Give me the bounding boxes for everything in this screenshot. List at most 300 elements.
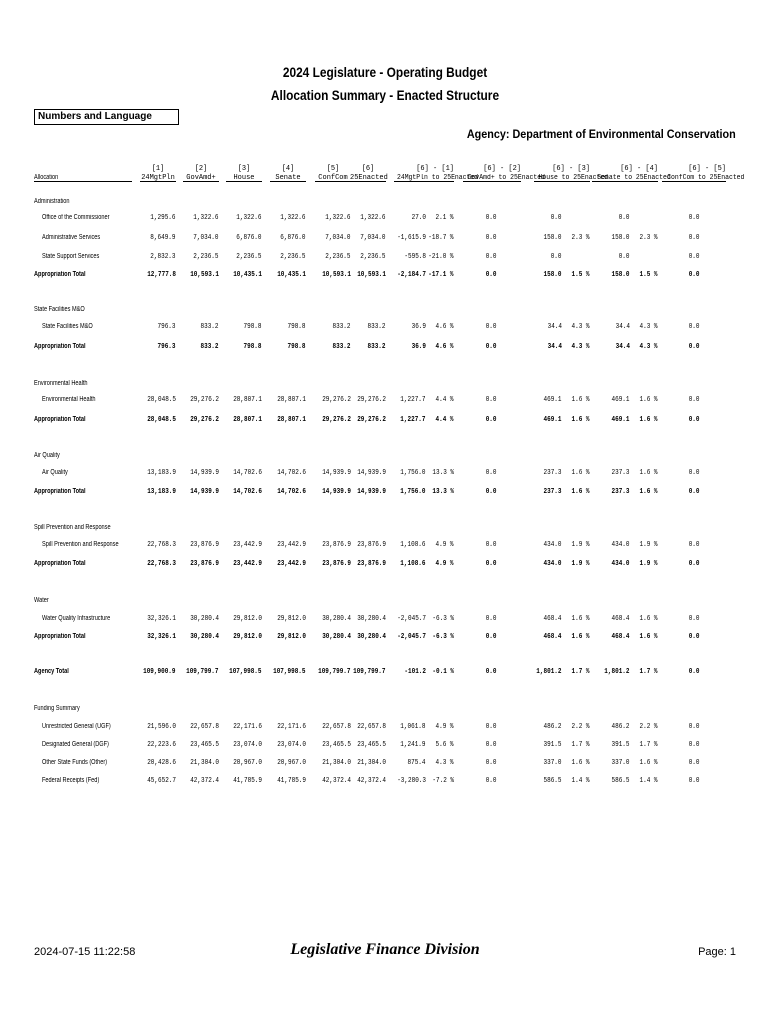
value-cell: 41,785.9	[233, 777, 262, 785]
diff-cell: 391.5	[611, 741, 630, 749]
value-cell: 10,593.1	[322, 271, 351, 279]
diff-cell: 0.0	[689, 323, 700, 331]
diff-cell: 0.0	[486, 777, 497, 785]
value-cell: 28,807.1	[233, 396, 262, 404]
percent-cell: 2.2 %	[571, 723, 590, 731]
diff-cell: 0.0	[689, 396, 700, 404]
diff-cell: -101.2	[404, 668, 426, 676]
diff-cell: 0.0	[689, 234, 700, 242]
row-label: Appropriation Total	[34, 488, 86, 495]
value-cell: 21,304.0	[190, 759, 219, 767]
value-cell: 833.2	[332, 323, 351, 331]
percent-cell: 4.3 %	[639, 323, 658, 331]
percent-cell: 1.6 %	[639, 416, 658, 424]
value-cell: 833.2	[200, 343, 219, 351]
percent-cell: 1.9 %	[639, 541, 658, 549]
percent-cell: 4.3 %	[571, 323, 590, 331]
diff-cell: 434.0	[611, 541, 630, 549]
row-label: Air Quality	[42, 469, 68, 476]
row-label: Appropriation Total	[34, 271, 86, 278]
diff-cell: 158.0	[543, 234, 562, 242]
value-cell: 10,593.1	[190, 271, 219, 279]
value-cell: 30,280.4	[322, 615, 351, 623]
percent-cell: 2.1 %	[435, 214, 454, 222]
value-cell: 30,280.4	[357, 615, 386, 623]
diff-cell: 0.0	[689, 777, 700, 785]
diff-cell: 0.0	[551, 214, 562, 222]
diff-cell: 0.0	[689, 343, 700, 351]
value-cell: 833.2	[200, 323, 219, 331]
value-cell: 23,876.9	[190, 541, 219, 549]
percent-cell: 1.6 %	[571, 633, 590, 641]
diff-cell: -3,280.3	[397, 777, 426, 785]
diff-cell: 0.0	[486, 668, 497, 676]
diff-cell: 36.9	[411, 323, 426, 331]
value-cell: 22,657.8	[357, 723, 386, 731]
header-col1-name: 24MgtPln	[141, 174, 175, 182]
diff-cell: 0.0	[486, 759, 497, 767]
diff-cell: 469.1	[543, 396, 562, 404]
value-cell: 32,326.1	[147, 615, 176, 623]
header-col3-name: House	[233, 174, 255, 182]
row-label: Spill Prevention and Response	[34, 524, 111, 531]
diff-cell: 875.4	[407, 759, 426, 767]
diff-cell: 469.1	[543, 416, 562, 424]
diff-cell: 1,241.9	[400, 741, 426, 749]
value-cell: 29,276.2	[322, 416, 351, 424]
diff-cell: 486.2	[611, 723, 630, 731]
row-label: Appropriation Total	[34, 416, 86, 423]
diff-cell: 158.0	[611, 234, 630, 242]
value-cell: 23,876.9	[322, 560, 351, 568]
diff-cell: 0.0	[486, 416, 497, 424]
value-cell: 1,322.6	[193, 214, 219, 222]
value-cell: 14,939.9	[190, 469, 219, 477]
header-underline	[463, 181, 521, 182]
value-cell: 23,876.9	[190, 560, 219, 568]
percent-cell: 1.5 %	[571, 271, 590, 279]
row-label: Office of the Commissioner	[42, 214, 110, 221]
diff-cell: 468.4	[611, 615, 630, 623]
percent-cell: 13.3 %	[432, 488, 454, 496]
value-cell: 42,372.4	[190, 777, 219, 785]
value-cell: 29,276.2	[190, 416, 219, 424]
value-cell: 14,939.9	[357, 469, 386, 477]
value-cell: 2,236.5	[325, 253, 351, 261]
diff-cell: 1,227.7	[400, 416, 426, 424]
percent-cell: 1.6 %	[639, 469, 658, 477]
row-label: Appropriation Total	[34, 343, 86, 350]
diff-cell: 237.3	[611, 488, 630, 496]
diff-cell: 337.0	[543, 759, 562, 767]
diff-cell: 0.0	[689, 560, 700, 568]
value-cell: 7,034.0	[325, 234, 351, 242]
percent-cell: -6.3 %	[432, 633, 454, 641]
value-cell: 14,939.9	[357, 488, 386, 496]
diff-cell: 0.0	[689, 214, 700, 222]
value-cell: 29,812.0	[233, 633, 262, 641]
diff-cell: 0.0	[486, 253, 497, 261]
value-cell: 20,428.6	[147, 759, 176, 767]
header-col2-index: [2]	[194, 165, 208, 173]
value-cell: 42,372.4	[322, 777, 351, 785]
header-underline	[183, 181, 219, 182]
percent-cell: 1.6 %	[639, 396, 658, 404]
diff-cell: 237.3	[543, 488, 562, 496]
header-diff4-name: Senate to 25Enacted	[597, 174, 671, 182]
diff-cell: 158.0	[611, 271, 630, 279]
value-cell: 13,183.9	[147, 488, 176, 496]
diff-cell: 0.0	[619, 214, 630, 222]
diff-cell: 0.0	[486, 271, 497, 279]
diff-cell: 36.9	[411, 343, 426, 351]
header-allocation: Allocation	[34, 174, 59, 181]
row-label: State Support Services	[42, 253, 100, 260]
percent-cell: 4.9 %	[435, 541, 454, 549]
percent-cell: 13.3 %	[432, 469, 454, 477]
diff-cell: 34.4	[615, 323, 630, 331]
header-col3-index: [3]	[237, 165, 251, 173]
header-underline	[315, 181, 351, 182]
value-cell: 23,465.5	[357, 741, 386, 749]
value-cell: 22,171.6	[277, 723, 306, 731]
header-underline	[270, 181, 306, 182]
value-cell: 32,326.1	[147, 633, 176, 641]
percent-cell: 4.9 %	[435, 723, 454, 731]
value-cell: 796.3	[157, 343, 176, 351]
diff-cell: 0.0	[486, 234, 497, 242]
diff-cell: 0.0	[689, 633, 700, 641]
value-cell: 833.2	[332, 343, 351, 351]
value-cell: 1,322.6	[360, 214, 386, 222]
diff-cell: 0.0	[486, 615, 497, 623]
value-cell: 30,280.4	[322, 633, 351, 641]
value-cell: 23,876.9	[357, 541, 386, 549]
footer-division-signature: Legislative Finance Division	[290, 941, 480, 958]
percent-cell: 5.6 %	[435, 741, 454, 749]
diff-cell: -595.8	[404, 253, 426, 261]
diff-cell: 0.0	[689, 668, 700, 676]
percent-cell: -21.0 %	[428, 253, 454, 261]
row-label: Other State Funds (Other)	[42, 759, 108, 766]
diff-cell: 469.1	[611, 396, 630, 404]
percent-cell: 4.6 %	[435, 323, 454, 331]
header-underline	[394, 181, 454, 182]
diff-cell: 0.0	[551, 253, 562, 261]
percent-cell: 4.4 %	[435, 416, 454, 424]
value-cell: 10,435.1	[277, 271, 306, 279]
header-diff1-name: 24MgtPln to 25Enacted	[396, 174, 479, 182]
diff-cell: 1,108.6	[400, 560, 426, 568]
value-cell: 23,876.9	[322, 541, 351, 549]
value-cell: 22,171.6	[233, 723, 262, 731]
percent-cell: -18.7 %	[428, 234, 454, 242]
percent-cell: -17.1 %	[428, 271, 454, 279]
value-cell: 22,657.8	[322, 723, 351, 731]
header-diff2-index: [6] - [2]	[483, 165, 521, 173]
diff-cell: 1,061.8	[400, 723, 426, 731]
value-cell: 20,967.0	[233, 759, 262, 767]
row-label: Environmental Health	[42, 396, 96, 403]
diff-cell: 237.3	[611, 469, 630, 477]
diff-cell: 337.0	[611, 759, 630, 767]
value-cell: 1,322.6	[280, 214, 306, 222]
percent-cell: -7.2 %	[432, 777, 454, 785]
diff-cell: 486.2	[543, 723, 562, 731]
footer-timestamp: 2024-07-15 11:22:58	[34, 946, 136, 958]
report-subtitle: Allocation Summary - Enacted Structure	[270, 87, 500, 103]
value-cell: 29,276.2	[322, 396, 351, 404]
row-label: Designated General (DGF)	[42, 741, 109, 748]
header-diff2-name: GovAmd+ to 25Enacted	[467, 174, 545, 182]
value-cell: 109,900.9	[143, 668, 176, 676]
row-label: Water	[34, 597, 49, 604]
value-cell: 1,295.6	[150, 214, 176, 222]
percent-cell: 1.7 %	[639, 741, 658, 749]
value-cell: 107,998.5	[273, 668, 306, 676]
value-cell: 23,074.0	[277, 741, 306, 749]
value-cell: 22,657.8	[190, 723, 219, 731]
row-label: Spill Prevention and Response	[42, 541, 119, 548]
value-cell: 22,223.6	[147, 741, 176, 749]
header-col5-index: [5]	[326, 165, 340, 173]
value-cell: 10,435.1	[233, 271, 262, 279]
diff-cell: 0.0	[486, 214, 497, 222]
diff-cell: 469.1	[611, 416, 630, 424]
percent-cell: -0.1 %	[432, 668, 454, 676]
value-cell: 23,074.0	[233, 741, 262, 749]
value-cell: 109,799.7	[353, 668, 386, 676]
value-cell: 14,702.6	[233, 488, 262, 496]
percent-cell: 1.5 %	[639, 271, 658, 279]
value-cell: 29,276.2	[357, 416, 386, 424]
row-label: Federal Receipts (Fed)	[42, 777, 100, 784]
header-underline	[34, 181, 132, 182]
percent-cell: 4.3 %	[639, 343, 658, 351]
diff-cell: 34.4	[615, 343, 630, 351]
value-cell: 23,465.5	[322, 741, 351, 749]
value-cell: 109,799.7	[186, 668, 219, 676]
value-cell: 23,442.9	[277, 541, 306, 549]
diff-cell: 0.0	[486, 633, 497, 641]
value-cell: 2,236.5	[193, 253, 219, 261]
percent-cell: 1.7 %	[571, 741, 590, 749]
header-underline	[534, 181, 590, 182]
diff-cell: 468.4	[543, 633, 562, 641]
value-cell: 29,812.0	[233, 615, 262, 623]
row-label: State Facilities M&O	[34, 306, 85, 313]
value-cell: 798.8	[243, 323, 262, 331]
value-cell: 13,183.9	[147, 469, 176, 477]
diff-cell: 434.0	[543, 560, 562, 568]
diff-cell: 0.0	[486, 541, 497, 549]
diff-cell: 0.0	[689, 469, 700, 477]
value-cell: 14,702.6	[277, 488, 306, 496]
percent-cell: 1.9 %	[571, 541, 590, 549]
diff-cell: 0.0	[689, 488, 700, 496]
value-cell: 28,807.1	[233, 416, 262, 424]
diff-cell: 1,801.2	[536, 668, 562, 676]
value-cell: 23,442.9	[233, 541, 262, 549]
diff-cell: 586.5	[611, 777, 630, 785]
header-col6-name: 25Enacted	[350, 174, 388, 182]
percent-cell: 1.9 %	[571, 560, 590, 568]
header-col6-index: [6]	[361, 165, 375, 173]
value-cell: 28,807.1	[277, 396, 306, 404]
numbers-and-language-box: Numbers and Language	[34, 109, 179, 125]
percent-cell: 1.9 %	[639, 560, 658, 568]
value-cell: 14,939.9	[190, 488, 219, 496]
diff-cell: 0.0	[689, 723, 700, 731]
diff-cell: 0.0	[689, 271, 700, 279]
value-cell: 23,442.9	[277, 560, 306, 568]
header-underline	[226, 181, 262, 182]
value-cell: 2,832.3	[150, 253, 176, 261]
footer-page-number: Page: 1	[698, 946, 736, 958]
diff-cell: 1,801.2	[604, 668, 630, 676]
header-diff5-index: [6] - [5]	[688, 165, 726, 173]
percent-cell: 1.6 %	[571, 469, 590, 477]
agency-heading: Agency: Department of Environmental Conservation	[467, 127, 736, 141]
value-cell: 28,048.5	[147, 396, 176, 404]
header-underline	[662, 181, 726, 182]
diff-cell: 434.0	[611, 560, 630, 568]
diff-cell: -2,045.7	[397, 615, 426, 623]
diff-cell: 468.4	[543, 615, 562, 623]
row-label: Administrative Services	[42, 234, 101, 241]
percent-cell: 4.6 %	[435, 343, 454, 351]
percent-cell: 1.6 %	[571, 615, 590, 623]
value-cell: 6,876.0	[280, 234, 306, 242]
value-cell: 2,236.5	[280, 253, 306, 261]
value-cell: 20,967.0	[277, 759, 306, 767]
header-underline	[592, 181, 658, 182]
percent-cell: 2.3 %	[639, 234, 658, 242]
header-col4-index: [4]	[281, 165, 295, 173]
value-cell: 29,276.2	[190, 396, 219, 404]
value-cell: 29,276.2	[357, 396, 386, 404]
percent-cell: 2.2 %	[639, 723, 658, 731]
percent-cell: 2.3 %	[571, 234, 590, 242]
value-cell: 798.8	[287, 323, 306, 331]
percent-cell: 4.3 %	[435, 759, 454, 767]
header-col1-index: [1]	[151, 165, 165, 173]
row-label: Water Quality Infrastructure	[42, 615, 111, 622]
value-cell: 23,876.9	[357, 560, 386, 568]
value-cell: 14,702.6	[233, 469, 262, 477]
row-label: Administration	[34, 198, 70, 205]
value-cell: 30,280.4	[190, 615, 219, 623]
value-cell: 14,939.9	[322, 469, 351, 477]
diff-cell: 0.0	[486, 396, 497, 404]
value-cell: 14,939.9	[322, 488, 351, 496]
value-cell: 798.8	[287, 343, 306, 351]
value-cell: 22,768.3	[147, 560, 176, 568]
row-label: Air Quality	[34, 452, 60, 459]
percent-cell: 1.6 %	[639, 488, 658, 496]
diff-cell: 0.0	[486, 488, 497, 496]
diff-cell: 0.0	[486, 469, 497, 477]
header-diff1-index: [6] - [1]	[416, 165, 454, 173]
diff-cell: 34.4	[547, 343, 562, 351]
diff-cell: 158.0	[543, 271, 562, 279]
value-cell: 833.2	[367, 323, 386, 331]
value-cell: 109,799.7	[318, 668, 351, 676]
value-cell: 29,812.0	[277, 633, 306, 641]
value-cell: 28,807.1	[277, 416, 306, 424]
diff-cell: -1,615.9	[397, 234, 426, 242]
diff-cell: 468.4	[611, 633, 630, 641]
percent-cell: 1.4 %	[571, 777, 590, 785]
diff-cell: 0.0	[689, 416, 700, 424]
row-label: Environmental Health	[34, 380, 88, 387]
header-underline	[350, 181, 386, 182]
header-diff5-name: ConfCom to 25Enacted	[667, 174, 745, 182]
diff-cell: 0.0	[486, 343, 497, 351]
diff-cell: -2,184.7	[397, 271, 426, 279]
row-label: State Facilities M&O	[42, 323, 93, 330]
diff-cell: 391.5	[543, 741, 562, 749]
diff-cell: 1,756.0	[400, 488, 426, 496]
header-diff4-index: [6] - [4]	[620, 165, 658, 173]
header-col5-name: ConfCom	[318, 174, 348, 182]
value-cell: 8,649.9	[150, 234, 176, 242]
report-title: 2024 Legislature - Operating Budget	[282, 64, 488, 80]
value-cell: 798.8	[243, 343, 262, 351]
diff-cell: 27.0	[411, 214, 426, 222]
value-cell: 796.3	[157, 323, 176, 331]
row-label: Appropriation Total	[34, 560, 86, 567]
diff-cell: 434.0	[543, 541, 562, 549]
value-cell: 23,465.5	[190, 741, 219, 749]
header-col2-name: GovAmd+	[186, 174, 216, 182]
value-cell: 12,777.8	[147, 271, 176, 279]
percent-cell: 1.6 %	[571, 416, 590, 424]
percent-cell: 1.6 %	[639, 615, 658, 623]
value-cell: 6,876.0	[236, 234, 262, 242]
percent-cell: 4.3 %	[571, 343, 590, 351]
diff-cell: 237.3	[543, 469, 562, 477]
diff-cell: 0.0	[689, 541, 700, 549]
row-label: Agency Total	[34, 668, 69, 675]
diff-cell: 0.0	[689, 615, 700, 623]
percent-cell: 4.9 %	[435, 560, 454, 568]
header-underline	[140, 181, 176, 182]
diff-cell: 0.0	[486, 560, 497, 568]
value-cell: 21,596.0	[147, 723, 176, 731]
percent-cell: 1.6 %	[571, 759, 590, 767]
diff-cell: 0.0	[486, 323, 497, 331]
value-cell: 7,034.0	[360, 234, 386, 242]
value-cell: 41,785.9	[277, 777, 306, 785]
percent-cell: 1.6 %	[571, 488, 590, 496]
diff-cell: 0.0	[689, 759, 700, 767]
value-cell: 22,768.3	[147, 541, 176, 549]
diff-cell: 34.4	[547, 323, 562, 331]
header-col4-name: Senate	[275, 174, 301, 182]
diff-cell: 0.0	[619, 253, 630, 261]
value-cell: 1,322.6	[325, 214, 351, 222]
percent-cell: 1.7 %	[639, 668, 658, 676]
value-cell: 21,304.0	[357, 759, 386, 767]
value-cell: 29,812.0	[277, 615, 306, 623]
percent-cell: 1.6 %	[639, 759, 658, 767]
header-diff3-index: [6] - [3]	[552, 165, 590, 173]
percent-cell: -6.3 %	[432, 615, 454, 623]
value-cell: 30,280.4	[357, 633, 386, 641]
diff-cell: 1,108.6	[400, 541, 426, 549]
diff-cell: 586.5	[543, 777, 562, 785]
